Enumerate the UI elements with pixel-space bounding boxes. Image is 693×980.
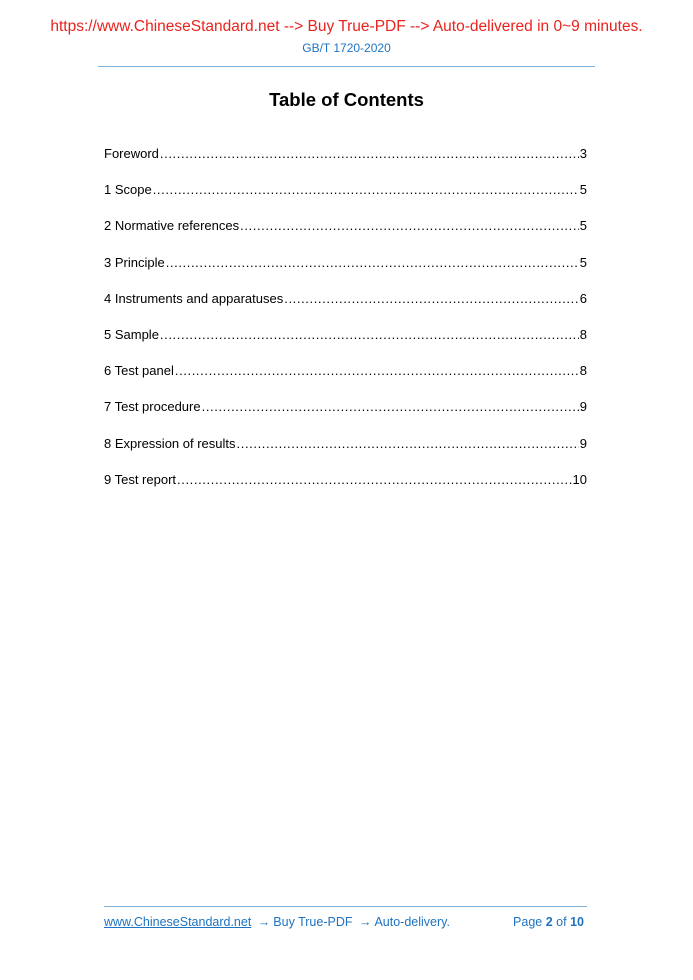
toc-entry-foreword[interactable] (104, 144, 587, 180)
dot-leader (160, 325, 579, 345)
page-title: Table of Contents (269, 89, 424, 110)
toc-entry-page: 9 (579, 399, 587, 415)
toc-entry-page: 10 (572, 471, 587, 487)
of-word: of (556, 915, 567, 929)
toc-entry-page: 5 (579, 182, 587, 198)
toc-entry-instruments[interactable] (104, 289, 587, 325)
dot-leader (166, 253, 579, 273)
toc-entry-page: 5 (579, 254, 587, 270)
dot-leader (284, 289, 579, 309)
toc-entry-page: 8 (579, 326, 587, 342)
dot-leader (175, 361, 579, 381)
toc-entry-scope[interactable] (104, 180, 587, 216)
buy-true-pdf-text: Buy True-PDF (273, 915, 353, 929)
current-page-number: 2 (545, 915, 553, 929)
dot-leader (202, 397, 579, 417)
toc-entry-normative-references[interactable] (104, 216, 587, 252)
toc-entry-label[interactable]: 8 Expression of results (104, 435, 236, 451)
toc-entry-page: 9 (579, 435, 587, 451)
header-divider (98, 66, 595, 67)
arrow-right-icon: → (358, 915, 372, 929)
toc-entry-label[interactable]: 3 Principle (104, 254, 165, 270)
toc-entry-label[interactable]: 9 Test report (104, 471, 177, 487)
toc-entry-label[interactable]: 5 Sample (104, 326, 159, 342)
toc-entry-test-report[interactable] (104, 470, 587, 506)
toc-entry-test-panel[interactable] (104, 361, 587, 397)
promo-banner[interactable]: https://www.ChineseStandard.net --> Buy True-PDF --> Auto-delivered in 0~9 minutes. (50, 18, 643, 35)
toc-entry-label[interactable]: 7 Test procedure (104, 399, 201, 415)
footer-divider (104, 906, 587, 907)
toc-entry-label[interactable]: 4 Instruments and apparatuses (104, 290, 284, 306)
toc-entry-label[interactable]: 1 Scope (104, 182, 152, 198)
toc-entry-test-procedure[interactable] (104, 397, 587, 433)
footer-promo (104, 915, 450, 929)
dot-leader (153, 180, 579, 200)
toc-entry-page: 8 (579, 363, 587, 379)
total-pages-number: 10 (570, 915, 584, 929)
dot-leader (237, 434, 579, 454)
table-of-contents (104, 144, 587, 506)
arrow-right-icon: → (257, 915, 271, 929)
site-link[interactable]: www.ChineseStandard.net (104, 915, 252, 929)
toc-entry-page: 6 (579, 290, 587, 306)
toc-entry-sample[interactable] (104, 325, 587, 361)
toc-entry-label[interactable]: Foreword (104, 146, 159, 161)
toc-entry-expression-of-results[interactable] (104, 434, 587, 470)
dot-leader (160, 144, 579, 164)
toc-entry-label[interactable]: 6 Test panel (104, 363, 174, 379)
page-indicator (513, 915, 584, 929)
toc-entry-principle[interactable] (104, 253, 587, 289)
toc-entry-page: 5 (579, 218, 587, 234)
toc-entry-label[interactable]: 2 Normative references (104, 218, 240, 234)
auto-delivery-text: Auto-delivery. (374, 915, 450, 929)
toc-entry-page: 3 (579, 146, 587, 161)
dot-leader (177, 470, 572, 490)
dot-leader (240, 216, 579, 236)
page-word: Page (513, 915, 543, 929)
document-code: GB/T 1720-2020 (302, 41, 391, 55)
